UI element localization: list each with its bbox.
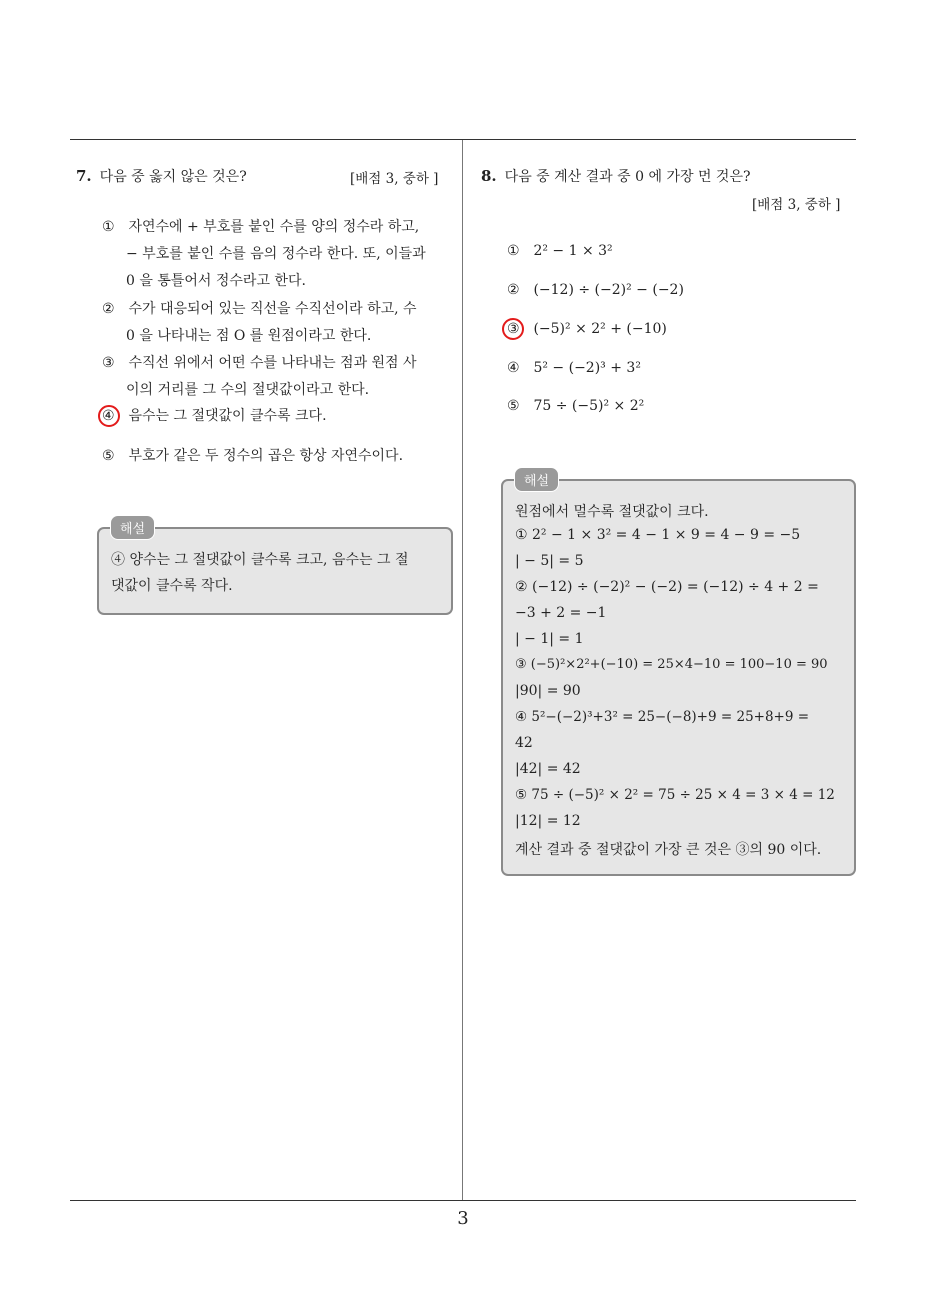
q7-option-4[interactable]: ④ 음수는 그 절댓값이 클수록 크다. (102, 403, 327, 430)
q7-question: 다음 중 옳지 않은 것은? (99, 169, 247, 185)
q8-number: 8. (481, 167, 497, 185)
option-mark: ① (507, 243, 520, 259)
q8-option-3[interactable]: ③ (−5)² × 2² + (−10) (507, 316, 667, 343)
option-mark: ④ (507, 360, 520, 376)
option-mark: ② (507, 282, 520, 298)
option-mark: ③ (507, 321, 520, 337)
option-mark: ① (102, 219, 115, 235)
page-number: 3 (457, 1208, 469, 1229)
q7-number: 7. (76, 167, 92, 185)
q7-option-1[interactable]: ① 자연수에 + 부호를 붙인 수를 양의 정수라 하고, − 부호를 붙인 수를 음의 정수라 한다. 또, 이들과 0 을 통틀어서 정수라고 한다. (102, 214, 426, 295)
column-divider (462, 140, 463, 1200)
q8-explanation-tag: 해설 (514, 467, 559, 492)
q8-option-5[interactable]: ⑤ 75 ÷ (−5)² × 2² (507, 393, 644, 420)
q7-option-2[interactable]: ② 수가 대응되어 있는 직선을 수직선이라 하고, 수 0 을 나타내는 점 O 를 원점이라고 한다. (102, 296, 417, 350)
q8-option-2[interactable]: ② (−12) ÷ (−2)² − (−2) (507, 277, 684, 304)
top-rule (70, 139, 856, 140)
q7-answer-circle (98, 405, 120, 427)
q7-header (76, 166, 247, 186)
q7-explanation-tag: 해설 (110, 515, 155, 540)
q8-question: 다음 중 계산 결과 중 0 에 가장 먼 것은? (504, 169, 751, 185)
q8-answer-circle (502, 318, 524, 340)
q8-option-4[interactable]: ④ 5² − (−2)³ + 3² (507, 355, 641, 382)
q7-score: [배점 3, 중하 ] (350, 171, 439, 187)
bottom-rule (70, 1200, 856, 1201)
option-mark: ② (102, 301, 115, 317)
option-mark: ④ (102, 408, 115, 424)
q8-explanation-box: 원점에서 멀수록 절댓값이 크다. ① 2² − 1 × 3² = 4 − 1 × 9 = 4 − 9 = −5 | − 5| = 5 ② (−12) ÷ (−2)² − (−2) = (−12) ÷ 4 + 2 = −3 + 2 = −1 | − 1| = 1 ③ (−5)²×2²+(−10) = 25×4−10 = 100−10 = 90 |90| = 90 ④ 5²−(−2)³+3² = 25−(−8)+9 = 25+8+9 = 42 |42| = 42 ⑤ 75 ÷ (−5)² × 2² = 75 ÷ 25 × 4 = 3 × 4 = 12 |12| = 12 계산 결과 중 절댓값이 가장 큰 것은 ③의 90 이다. (501, 479, 856, 876)
q8-header (481, 166, 750, 186)
q7-option-3[interactable]: ③ 수직선 위에서 어떤 수를 나타내는 점과 원점 사 이의 거리를 그 수의 절댓값이라고 한다. (102, 350, 417, 404)
q7-explanation-box: ④ 양수는 그 절댓값이 클수록 크고, 음수는 그 절 댓값이 클수록 작다. (97, 527, 453, 615)
q8-score: [배점 3, 중하 ] (752, 197, 841, 213)
option-mark: ⑤ (102, 448, 115, 464)
q8-option-1[interactable]: ① 2² − 1 × 3² (507, 238, 613, 265)
option-mark: ③ (102, 355, 115, 371)
q7-option-5[interactable]: ⑤ 부호가 같은 두 정수의 곱은 항상 자연수이다. (102, 443, 403, 470)
option-mark: ⑤ (507, 398, 520, 414)
